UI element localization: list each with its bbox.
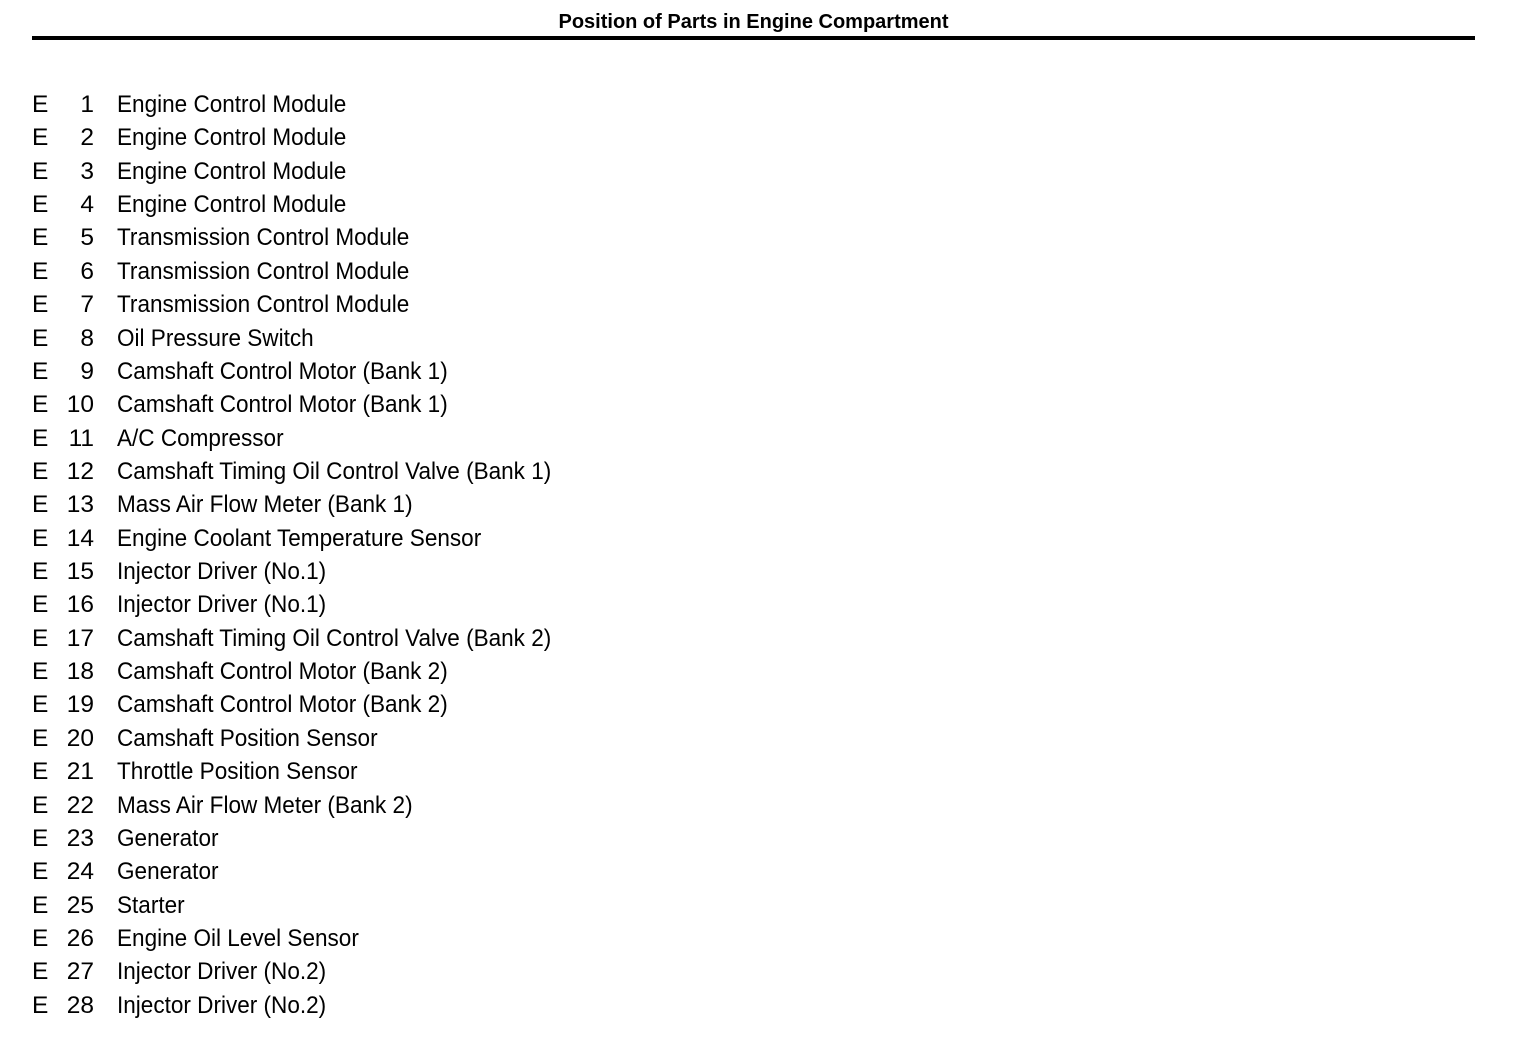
part-prefix: E (32, 858, 49, 886)
list-item (32, 755, 632, 788)
page-header (32, 0, 1475, 42)
part-prefix: E (32, 891, 49, 919)
part-name: Transmission Control Module (117, 224, 410, 252)
part-prefix: E (32, 491, 49, 519)
list-item (32, 588, 632, 621)
part-number: 15 (66, 558, 94, 586)
part-prefix: E (32, 224, 49, 252)
list-item (32, 822, 632, 855)
part-prefix: E (32, 391, 49, 419)
part-prefix: E (32, 991, 49, 1019)
part-name: Injector Driver (No.2) (117, 991, 327, 1019)
part-name: Engine Oil Level Sensor (117, 924, 359, 952)
list-item (32, 121, 632, 154)
part-name: Injector Driver (No.1) (117, 558, 327, 586)
part-number: 24 (66, 858, 94, 886)
part-prefix: E (32, 958, 49, 986)
list-item (32, 989, 632, 1022)
part-name: Transmission Control Module (117, 257, 410, 285)
part-name: Camshaft Position Sensor (117, 724, 378, 752)
list-item (32, 188, 632, 221)
part-number: 8 (80, 324, 94, 352)
list-item (32, 422, 632, 455)
part-number: 4 (80, 191, 94, 219)
part-name: Camshaft Control Motor (Bank 2) (117, 658, 448, 686)
part-prefix: E (32, 658, 49, 686)
part-prefix: E (32, 257, 49, 285)
part-name: Generator (117, 858, 219, 886)
part-name: Generator (117, 824, 219, 852)
part-prefix: E (32, 357, 49, 385)
part-number: 21 (66, 758, 94, 786)
part-name: Camshaft Timing Oil Control Valve (Bank 2) (117, 624, 552, 652)
part-number: 3 (80, 157, 94, 185)
list-item (32, 355, 632, 388)
list-item (32, 789, 632, 822)
part-number: 25 (66, 891, 94, 919)
part-prefix: E (32, 691, 49, 719)
list-item (32, 221, 632, 254)
part-number: 16 (66, 591, 94, 619)
part-name: Oil Pressure Switch (117, 324, 314, 352)
list-item (32, 155, 632, 188)
part-prefix: E (32, 457, 49, 485)
part-name: Injector Driver (No.1) (117, 591, 327, 619)
part-number: 14 (66, 524, 94, 552)
part-name: Engine Coolant Temperature Sensor (117, 524, 482, 552)
part-number: 10 (66, 391, 94, 419)
part-name: Injector Driver (No.2) (117, 958, 327, 986)
list-item (32, 688, 632, 721)
part-name: Transmission Control Module (117, 291, 410, 319)
list-item (32, 288, 632, 321)
part-prefix: E (32, 924, 49, 952)
part-name: Camshaft Control Motor (Bank 1) (117, 357, 448, 385)
part-name: Engine Control Module (117, 191, 347, 219)
part-name: Engine Control Module (117, 157, 347, 185)
title-rule (32, 36, 1475, 40)
part-number: 9 (80, 357, 94, 385)
part-name: Camshaft Control Motor (Bank 1) (117, 391, 448, 419)
part-number: 20 (66, 724, 94, 752)
part-prefix: E (32, 191, 49, 219)
list-item (32, 388, 632, 421)
part-prefix: E (32, 424, 49, 452)
part-prefix: E (32, 624, 49, 652)
part-number: 1 (80, 91, 94, 118)
list-item (32, 855, 632, 888)
list-item (32, 255, 632, 288)
part-prefix: E (32, 558, 49, 586)
list-item (32, 322, 632, 355)
part-prefix: E (32, 124, 49, 152)
part-number: 12 (66, 457, 94, 485)
page-title: Position of Parts in Engine Compartment (558, 11, 949, 33)
part-number: 26 (66, 924, 94, 952)
part-prefix: E (32, 524, 49, 552)
part-prefix: E (32, 758, 49, 786)
part-number: 13 (66, 491, 94, 519)
part-name: Engine Control Module (117, 124, 347, 152)
part-prefix: E (32, 824, 49, 852)
part-number: 23 (66, 824, 94, 852)
part-name: Camshaft Control Motor (Bank 2) (117, 691, 448, 719)
part-number: 11 (68, 424, 94, 452)
part-number: 7 (80, 291, 94, 319)
part-prefix: E (32, 157, 49, 185)
list-item (32, 889, 632, 922)
part-prefix: E (32, 291, 49, 319)
part-number: 28 (66, 991, 94, 1019)
list-item (32, 88, 632, 121)
part-number: 2 (80, 124, 94, 152)
list-item (32, 655, 632, 688)
part-prefix: E (32, 791, 49, 819)
part-number: 6 (80, 257, 94, 285)
list-item (32, 522, 632, 555)
part-number: 19 (66, 691, 94, 719)
part-number: 5 (80, 224, 94, 252)
list-item (32, 955, 632, 988)
part-name: Throttle Position Sensor (117, 758, 358, 786)
part-number: 22 (66, 791, 94, 819)
part-number: 17 (66, 624, 94, 652)
part-prefix: E (32, 91, 49, 118)
part-name: Mass Air Flow Meter (Bank 1) (117, 491, 413, 519)
list-item (32, 622, 632, 655)
list-item (32, 722, 632, 755)
part-name: Camshaft Timing Oil Control Valve (Bank 1) (117, 457, 552, 485)
part-name: Mass Air Flow Meter (Bank 2) (117, 791, 413, 819)
list-item (32, 488, 632, 521)
part-prefix: E (32, 591, 49, 619)
list-item (32, 922, 632, 955)
part-prefix: E (32, 324, 49, 352)
part-name: Engine Control Module (117, 91, 347, 118)
part-prefix: E (32, 724, 49, 752)
part-name: A/C Compressor (117, 424, 284, 452)
part-number: 27 (66, 958, 94, 986)
list-item (32, 455, 632, 488)
parts-list (32, 88, 632, 1022)
part-number: 18 (66, 658, 94, 686)
part-name: Starter (117, 891, 185, 919)
list-item (32, 555, 632, 588)
